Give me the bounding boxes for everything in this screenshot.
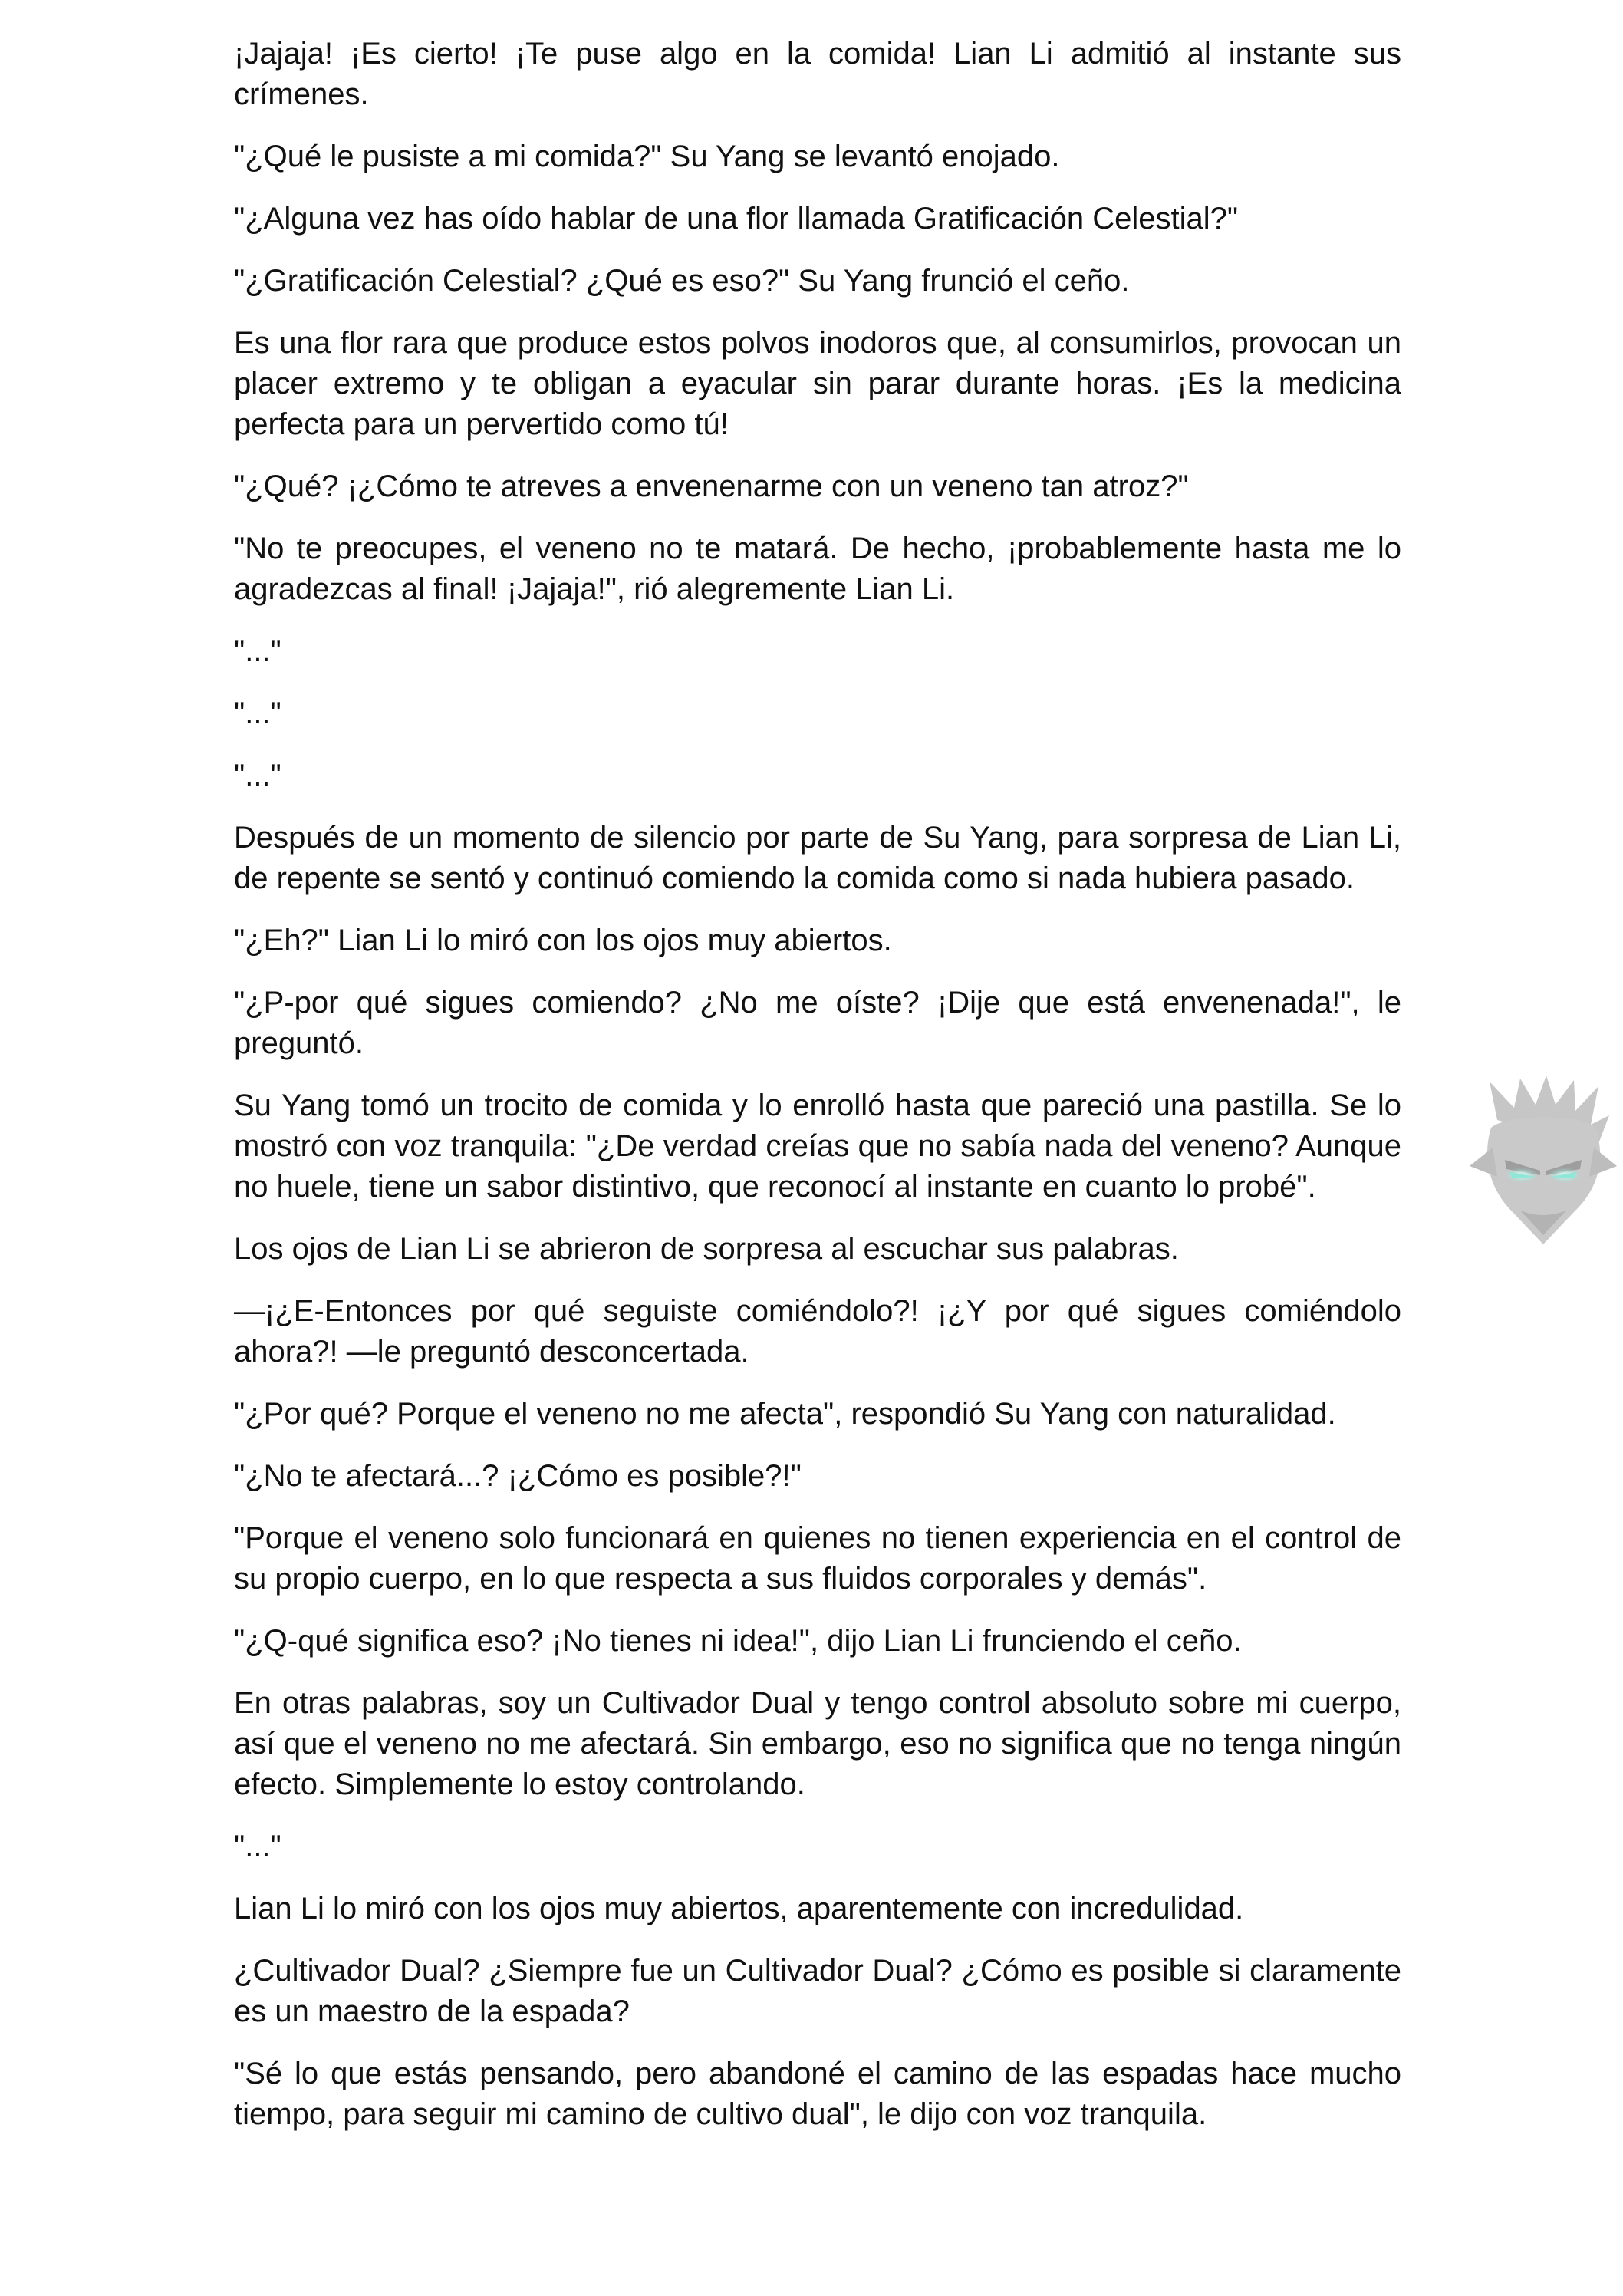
paragraph: Su Yang tomó un trocito de comida y lo enrolló hasta que pareció una pastilla. Se lo mostró con voz tranquila: "¿De verdad creías que no sabía nada del veneno? Aunque no huele, tiene un sabor distintivo, que reconocí al instante en cuanto lo probé". — [234, 1089, 1401, 1204]
paragraph: "¿No te afectará...? ¡¿Cómo es posible?!" — [234, 1459, 802, 1493]
paragraph: "..." — [234, 697, 281, 730]
paragraph: —¡¿E-Entonces por qué seguiste comiéndolo?! ¡¿Y por qué sigues comiéndolo ahora?! —le preguntó desconcertada. — [234, 1294, 1401, 1369]
paragraph: "¿Eh?" Lian Li lo miró con los ojos muy abiertos. — [234, 924, 892, 957]
paragraph: "No te preocupes, el veneno no te matará. De hecho, ¡probablemente hasta me lo agradezcas al final! ¡Jajaja!", rió alegremente Lian Li. — [234, 532, 1401, 606]
paragraph: En otras palabras, soy un Cultivador Dual y tengo control absoluto sobre mi cuerpo, así que el veneno no me afectará. Sin embargo, eso no significa que no tenga ningún efecto. Simplemente lo estoy controlando. — [234, 1686, 1401, 1801]
paragraph: "¿Q-qué significa eso? ¡No tienes ni idea!", dijo Lian Li frunciendo el ceño. — [234, 1624, 1242, 1658]
paragraph: Lian Li lo miró con los ojos muy abiertos, aparentemente con incredulidad. — [234, 1892, 1244, 1925]
demon-head-icon — [1467, 1074, 1620, 1250]
paragraph: "¿Alguna vez has oído hablar de una flor llamada Gratificación Celestial?" — [234, 202, 1239, 236]
paragraph: "..." — [234, 1830, 281, 1863]
document-body — [234, 34, 1401, 2156]
paragraph: Los ojos de Lian Li se abrieron de sorpresa al escuchar sus palabras. — [234, 1232, 1179, 1266]
paragraph: "¿Qué le pusiste a mi comida?" Su Yang se levantó enojado. — [234, 140, 1060, 173]
paragraph: "..." — [234, 634, 281, 668]
paragraph: "..." — [234, 759, 281, 792]
paragraph: ¿Cultivador Dual? ¿Siempre fue un Cultivador Dual? ¿Cómo es posible si claramente es un maestro de la espada? — [234, 1954, 1401, 2028]
paragraph: ¡Jajaja! ¡Es cierto! ¡Te puse algo en la comida! Lian Li admitió al instante sus crímenes. — [234, 37, 1401, 111]
paragraph: Es una flor rara que produce estos polvos inodoros que, al consumirlos, provocan un placer extremo y te obligan a eyacular sin parar durante horas. ¡Es la medicina perfecta para un pervertido como tú! — [234, 326, 1401, 441]
paragraph: "¿Gratificación Celestial? ¿Qué es eso?" Su Yang frunció el ceño. — [234, 264, 1130, 298]
paragraph: "¿P-por qué sigues comiendo? ¿No me oíste? ¡Dije que está envenenada!", le preguntó. — [234, 986, 1401, 1060]
paragraph: Después de un momento de silencio por parte de Su Yang, para sorpresa de Lian Li, de repente se sentó y continuó comiendo la comida como si nada hubiera pasado. — [234, 821, 1401, 895]
paragraph: "¿Por qué? Porque el veneno no me afecta", respondió Su Yang con naturalidad. — [234, 1397, 1336, 1431]
paragraph: "¿Qué? ¡¿Cómo te atreves a envenenarme con un veneno tan atroz?" — [234, 469, 1189, 503]
paragraph: "Porque el veneno solo funcionará en quienes no tienen experiencia en el control de su propio cuerpo, en lo que respecta a sus fluidos corporales y demás". — [234, 1521, 1401, 1596]
paragraph: "Sé lo que estás pensando, pero abandoné el camino de las espadas hace mucho tiempo, para seguir mi camino de cultivo dual", le dijo con voz tranquila. — [234, 2057, 1401, 2131]
